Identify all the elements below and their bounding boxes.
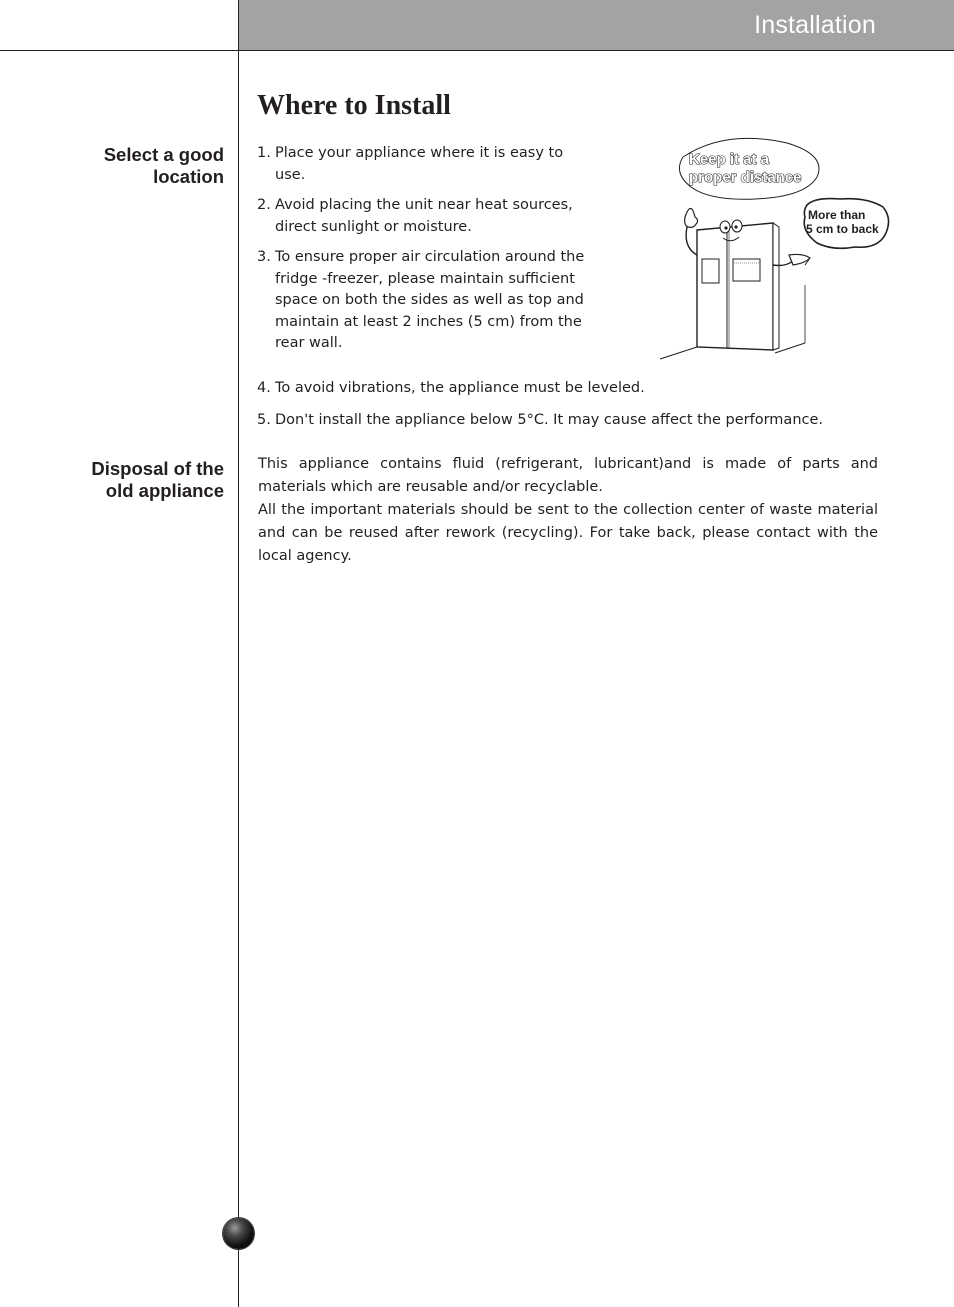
step-item bbox=[257, 410, 897, 432]
speech-bubble-main bbox=[679, 138, 819, 199]
margin-divider bbox=[238, 0, 239, 1307]
step-text: To ensure proper air circulation around the fridge -freezer, please maintain sufficient space on both the sides as well as top and maintain at least 2 inches (5 cm) from the rear wall. bbox=[275, 249, 585, 351]
step-number: 4. bbox=[257, 380, 271, 396]
side-label-disposal-line2: old appliance bbox=[105, 480, 224, 501]
side-label-location-line2: location bbox=[153, 166, 224, 187]
step-text: Place your appliance where it is easy to use. bbox=[275, 145, 564, 183]
bubble-side-line2: 5 cm to back bbox=[806, 222, 879, 236]
step-text: Don't install the appliance below 5°C. It may cause affect the performance. bbox=[275, 411, 824, 428]
step-item bbox=[257, 378, 897, 400]
page-marker-dot bbox=[223, 1218, 254, 1249]
fridge-illustration bbox=[655, 135, 895, 365]
step-number: 2. bbox=[257, 197, 271, 213]
bubble-side-line1: More than bbox=[808, 208, 866, 222]
step-number: 1. bbox=[257, 145, 271, 161]
step-text: Avoid placing the unit near heat sources, direct sunlight or moisture. bbox=[275, 197, 573, 235]
side-label-location-line1: Select a good bbox=[103, 144, 224, 165]
steps-list-wide bbox=[257, 378, 897, 441]
step-item bbox=[257, 247, 587, 355]
step-text: To avoid vibrations, the appliance must be leveled. bbox=[275, 380, 645, 396]
section-title: Where to Install bbox=[257, 90, 451, 121]
side-label-disposal bbox=[91, 458, 224, 502]
step-number: 3. bbox=[257, 249, 271, 265]
bubble-main-line1: Keep it at a bbox=[689, 151, 770, 168]
disposal-paragraph-1: This appliance contains fluid (refrigerant, lubricant)and is made of parts and materials which are reusable and/or recyclable. bbox=[258, 456, 878, 495]
step-item bbox=[257, 143, 587, 186]
bubble-main-line2: proper distance bbox=[689, 169, 802, 186]
speech-bubble-side bbox=[804, 199, 888, 249]
side-label-disposal-line1: Disposal of the bbox=[91, 458, 224, 479]
header-divider bbox=[0, 50, 954, 51]
side-label-location bbox=[104, 144, 224, 188]
disposal-paragraph-2: All the important materials should be sent to the collection center of waste material and can be reused after rework (recycling). For take back, please contact with the local agency. bbox=[258, 502, 878, 564]
header-title: Installation bbox=[754, 11, 876, 39]
steps-list-narrow bbox=[257, 143, 587, 364]
step-number: 5. bbox=[257, 411, 271, 428]
header-band bbox=[238, 0, 954, 50]
step-item bbox=[257, 195, 587, 238]
disposal-text bbox=[258, 453, 878, 568]
fridge-icon bbox=[685, 209, 810, 351]
